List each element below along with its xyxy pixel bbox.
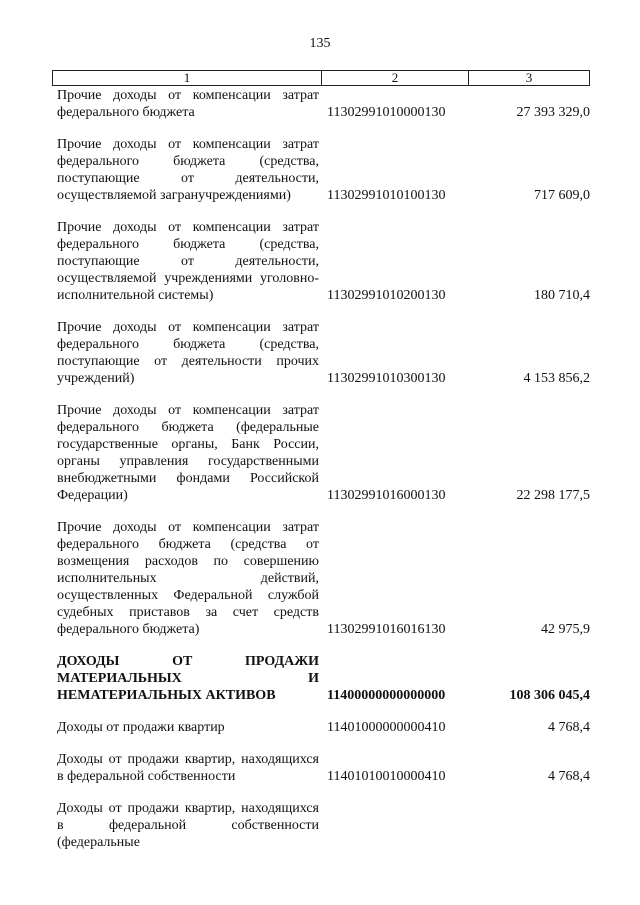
- row-code: 11302991016000130: [327, 488, 446, 503]
- row-name: Прочие доходы от компенсации затрат федерального бюджета: [57, 88, 319, 120]
- row-name: Прочие доходы от компенсации затрат федерального бюджета (федеральные государственные органы, Банк России, органы управления государственными внебюджетными фондами Российской Федерации): [57, 403, 319, 503]
- table-body: [57, 87, 590, 866]
- row-name: Прочие доходы от компенсации затрат федерального бюджета (средства от возмещения расходов по совершению исполнительных действий, осуществленных Федеральной службой судебных приставов за счет средств федерального бюджета): [57, 520, 319, 637]
- row-amount: 717 609,0: [534, 188, 590, 203]
- table-row: [57, 219, 590, 304]
- row-name-last-line: НЕМАТЕРИАЛЬНЫХ АКТИВОВ: [57, 688, 276, 703]
- header-col-3: 3: [525, 70, 533, 85]
- row-code: 11302991010200130: [327, 288, 446, 303]
- table-row: [57, 402, 590, 504]
- row-code: 11302991016016130: [327, 622, 446, 637]
- row-name: Доходы от продажи квартир, находящихся в федеральной собственности: [57, 752, 319, 784]
- table-row: [57, 800, 590, 851]
- row-code: 11400000000000000: [327, 688, 446, 703]
- table-row: [57, 136, 590, 204]
- row-name: Доходы от продажи квартир, находящихся в федеральной собственности (федеральные: [57, 801, 319, 850]
- row-code: 11302991010300130: [327, 371, 446, 386]
- row-name: Прочие доходы от компенсации затрат федерального бюджета (средства, поступающие от деятельности, осуществляемой загранучреждениями): [57, 137, 319, 203]
- row-amount: 4 768,4: [548, 720, 590, 735]
- row-name: Прочие доходы от компенсации затрат федерального бюджета (средства, поступающие от деятельности прочих учреждений): [57, 320, 319, 386]
- row-code: 11302991010100130: [327, 188, 446, 203]
- row-name: [57, 653, 319, 704]
- header-col-1: 1: [53, 71, 322, 85]
- page-number: 135: [309, 36, 331, 51]
- row-name-main: ДОХОДЫ ОТ ПРОДАЖИ МАТЕРИАЛЬНЫХ И: [57, 654, 319, 686]
- row-amount: 4 768,4: [548, 769, 590, 784]
- table-row-section-total: [57, 653, 590, 704]
- row-amount: 22 298 177,5: [516, 488, 590, 503]
- table-row: [57, 319, 590, 387]
- row-amount: 108 306 045,4: [509, 688, 590, 703]
- table-row: [57, 519, 590, 638]
- row-code: 11302991010000130: [327, 105, 446, 120]
- row-amount: 4 153 856,2: [523, 371, 590, 386]
- row-amount: 42 975,9: [541, 622, 590, 637]
- row-code: 11401010010000410: [327, 769, 446, 784]
- row-name: Прочие доходы от компенсации затрат федерального бюджета (средства, поступающие от деятельности, осуществляемой учреждениями уголовно-исполнительной системы): [57, 220, 319, 303]
- row-amount: 27 393 329,0: [516, 105, 590, 120]
- table-row: [57, 87, 590, 121]
- row-name: Доходы от продажи квартир: [57, 720, 225, 735]
- table-header: [52, 70, 590, 86]
- row-amount: 180 710,4: [534, 288, 590, 303]
- row-code: 11401000000000410: [327, 720, 446, 735]
- header-col-2: 2: [322, 71, 469, 85]
- table-row: [57, 751, 590, 785]
- table-row: [57, 719, 590, 736]
